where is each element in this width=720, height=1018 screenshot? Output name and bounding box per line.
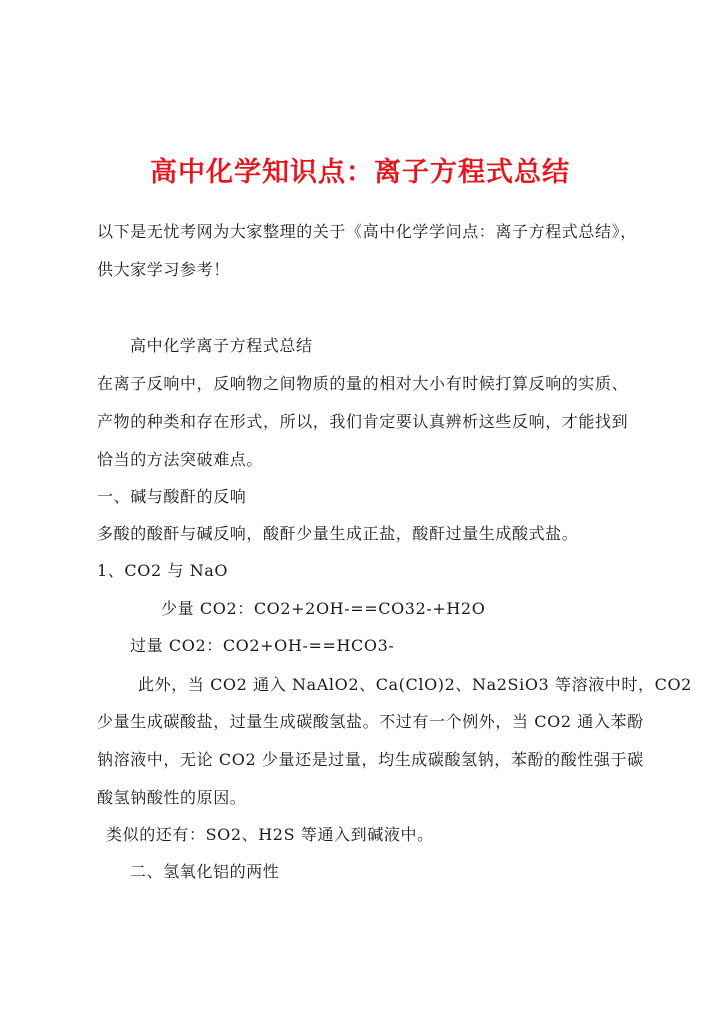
- paragraph-2-line-3: 钠溶液中，无论 CO2 少量还是过量，均生成碳酸氢钠，苯酚的酸性强于碳: [97, 750, 644, 769]
- intro-line-2: 供大家学习参考！: [97, 260, 230, 279]
- section-1-heading: 一、碱与酸酐的反响: [97, 487, 247, 506]
- document-title: 高中化学知识点：离子方程式总结: [150, 157, 570, 188]
- paragraph-2-line-4: 酸氢钠酸性的原因。: [97, 788, 247, 807]
- item-1-heading: 1、CO2 与 NaO: [97, 561, 229, 580]
- similar-cases-text: 类似的还有：SO2、H2S 等通入到碱液中。: [106, 825, 434, 844]
- paragraph-1-line-3: 恰当的方法突破难点。: [97, 450, 264, 469]
- paragraph-2-line-2: 少量生成碳酸盐，过量生成碳酸氢盐。不过有一个例外，当 CO2 通入苯酚: [97, 712, 644, 731]
- section-2-heading: 二、氢氧化铝的两性: [130, 862, 280, 881]
- section-subtitle: 高中化学离子方程式总结: [130, 336, 313, 355]
- equation-small-co2: 少量 CO2：CO2+2OH-==CO32-+H2O: [161, 599, 486, 618]
- paragraph-1-line-1: 在离子反响中，反响物之间物质的量的相对大小有时候打算反响的实质、: [97, 374, 629, 393]
- section-1-text: 多酸的酸酐与碱反响，酸酐少量生成正盐，酸酐过量生成酸式盐。: [97, 524, 579, 543]
- paragraph-2-line-1: 此外，当 CO2 通入 NaAlO2、Ca(ClO)2、Na2SiO3 等溶液中时，CO2: [138, 675, 692, 694]
- paragraph-1-line-2: 产物的种类和存在形式，所以，我们肯定要认真辨析这些反响，才能找到: [97, 412, 629, 431]
- equation-excess-co2: 过量 CO2：CO2+OH-==HCO3-: [130, 636, 395, 655]
- intro-line-1: 以下是无忧考网为大家整理的关于《高中化学学问点：离子方程式总结》，: [97, 222, 637, 241]
